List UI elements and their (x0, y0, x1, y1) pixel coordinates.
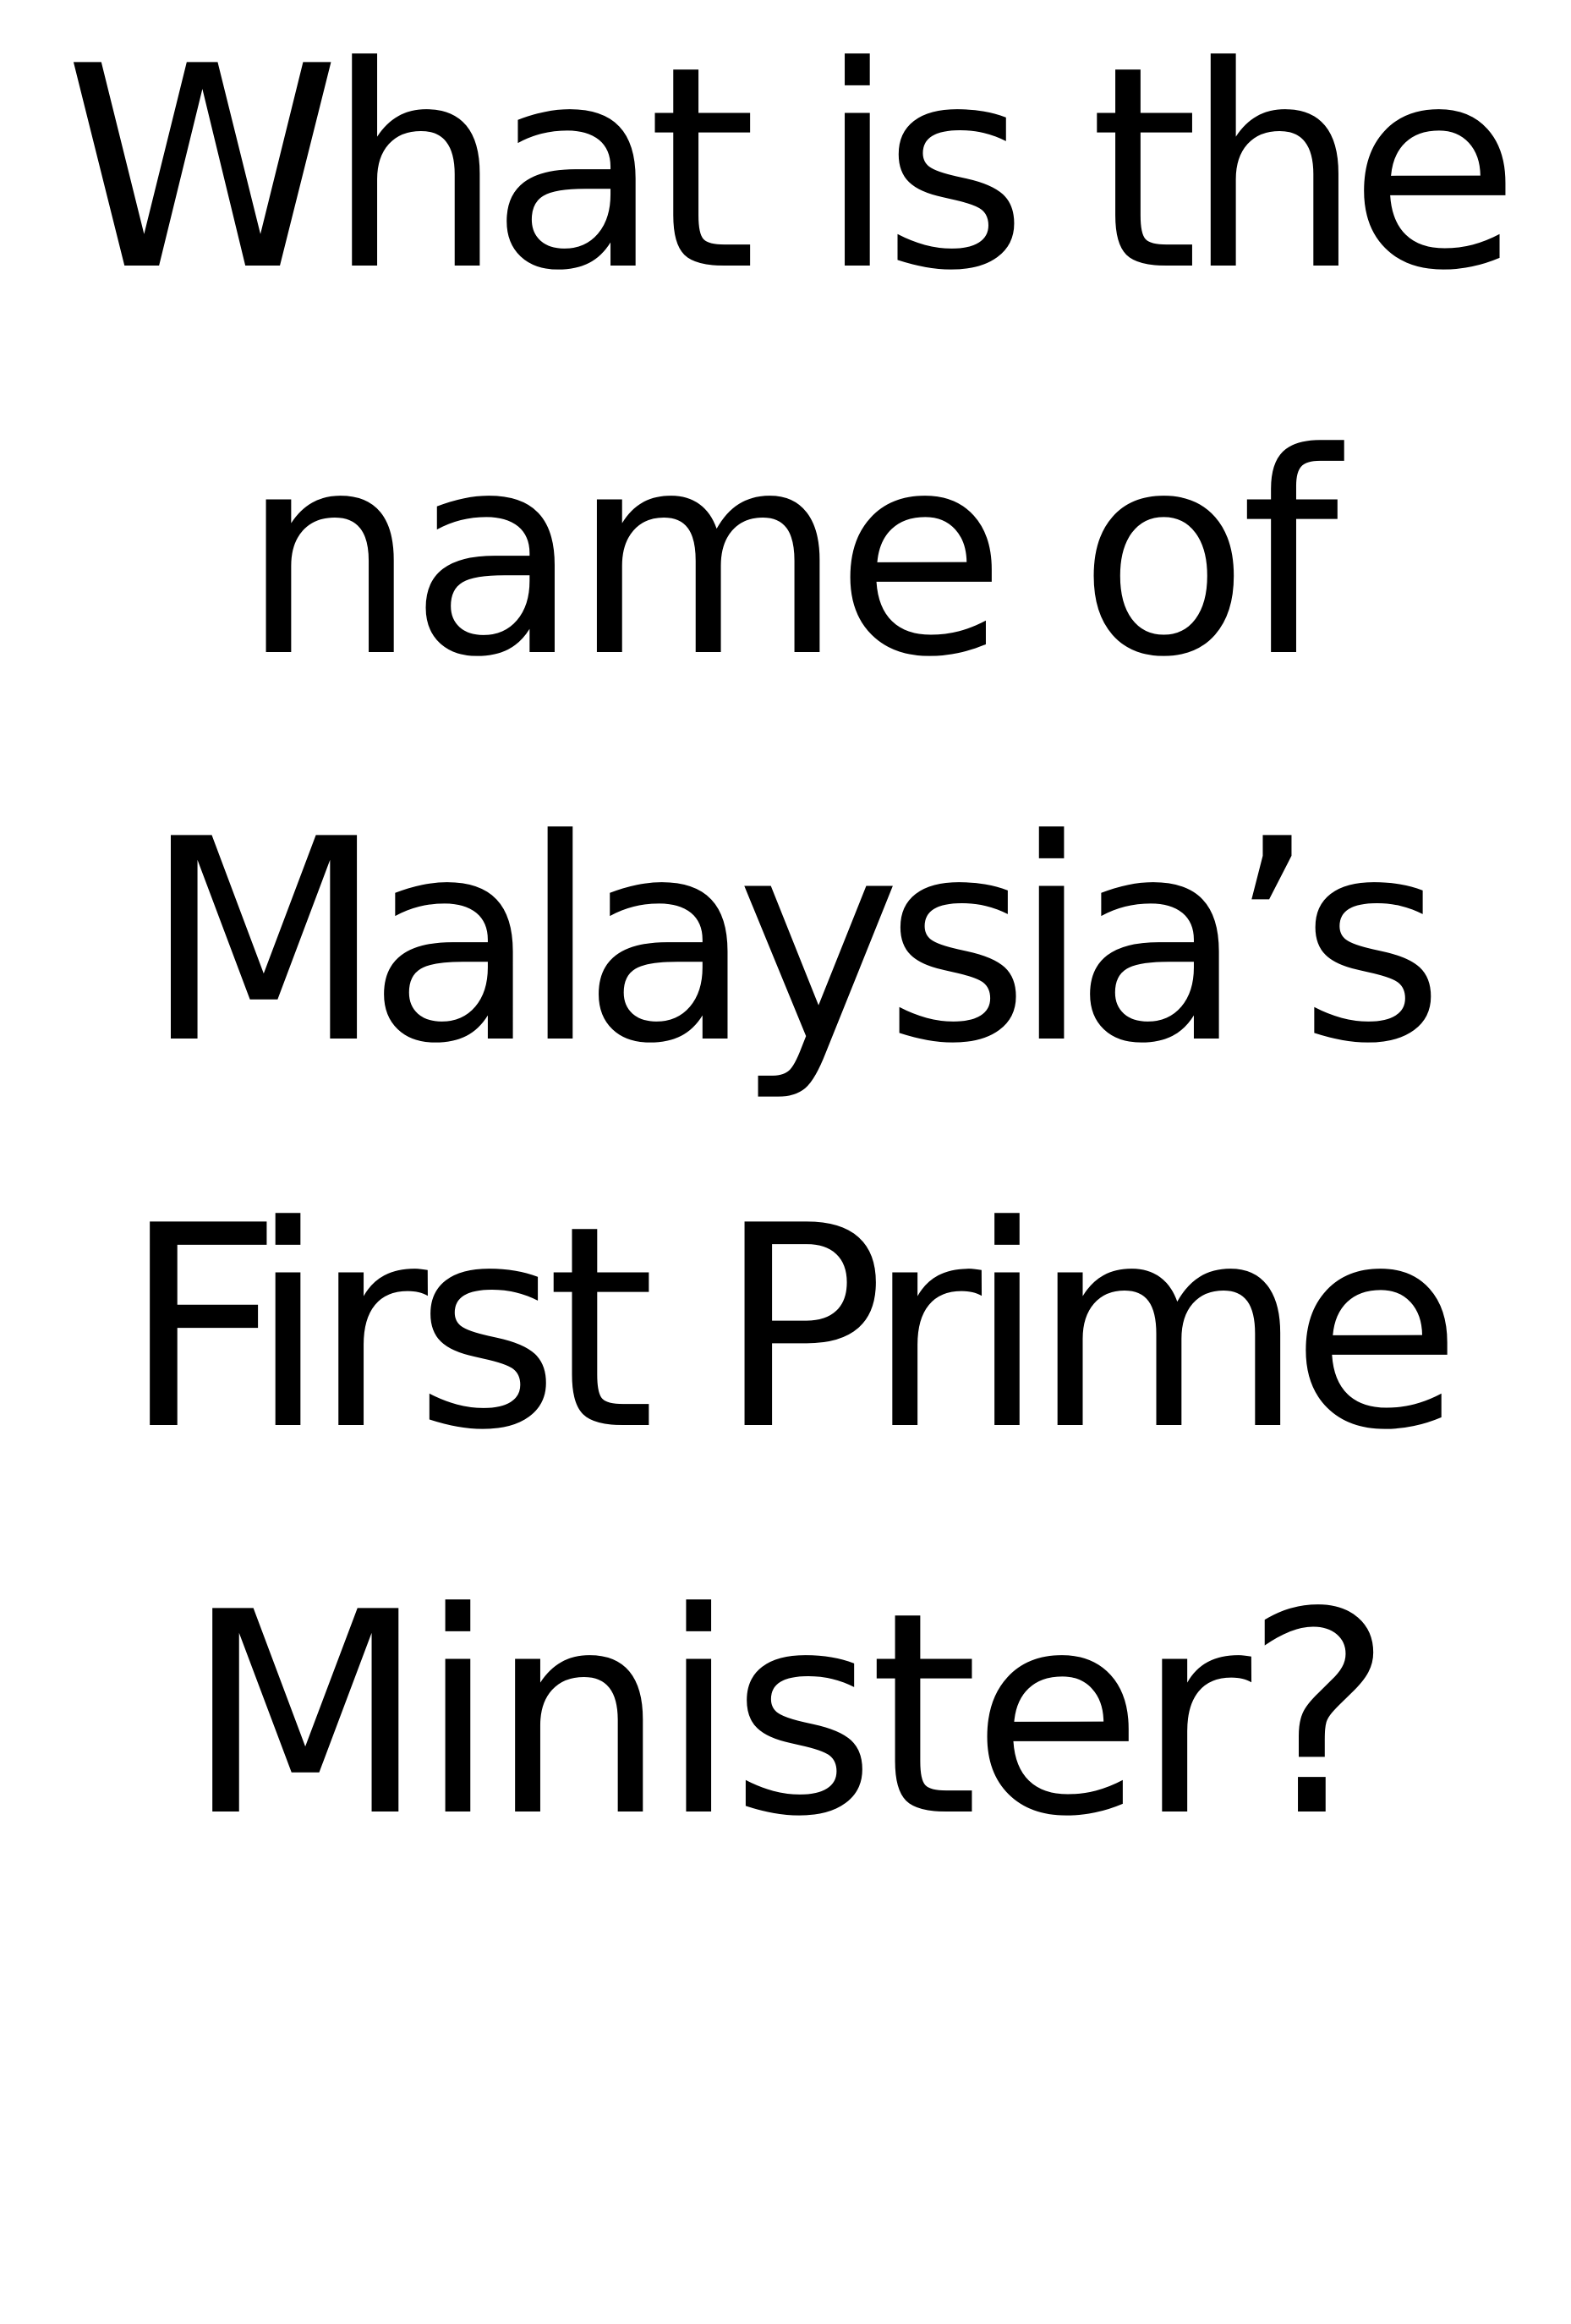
question-line-1: What is the (63, 7, 1508, 332)
question-line-2: name of (240, 393, 1331, 718)
question-line-4: First Prime (122, 1166, 1449, 1491)
question-line-3: Malaysia’s (143, 780, 1428, 1104)
question-line-5: Minister? (184, 1553, 1387, 1877)
